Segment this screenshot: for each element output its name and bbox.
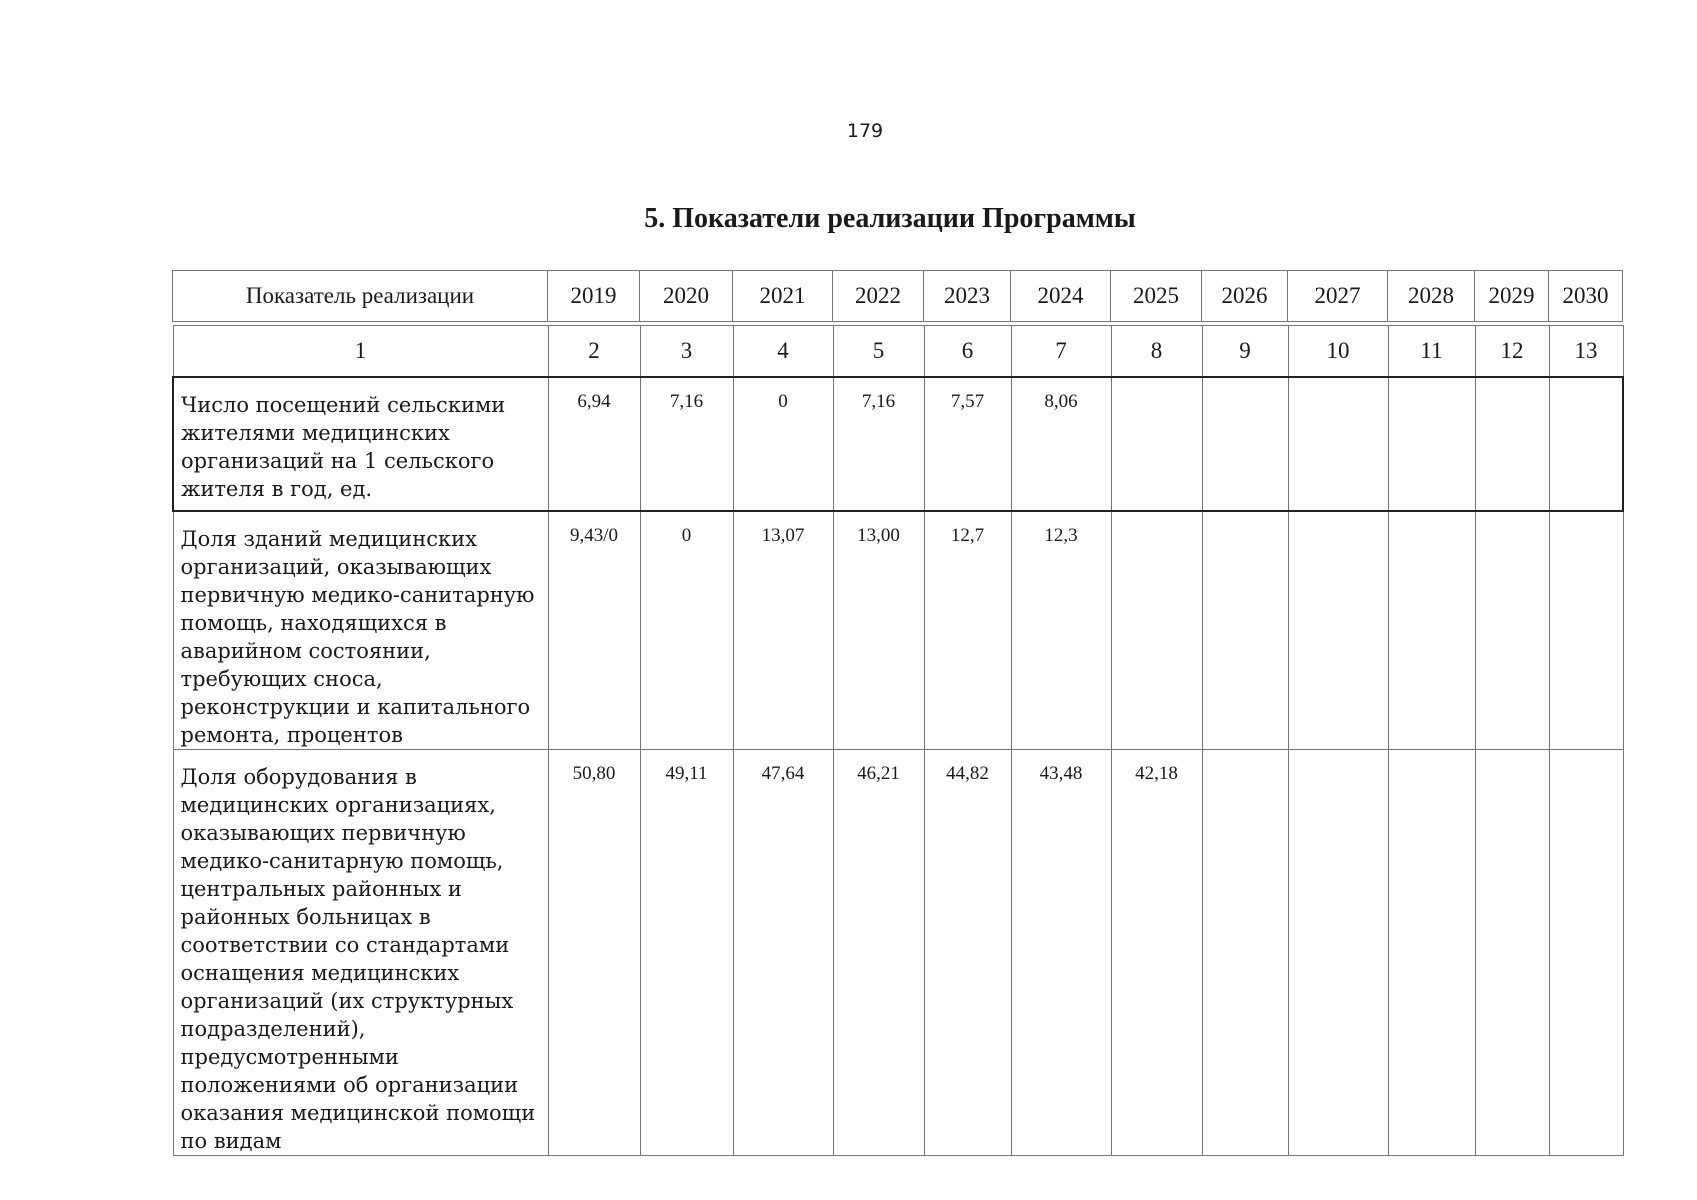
value-cell (1202, 377, 1288, 511)
column-number: 11 (1388, 326, 1475, 378)
table-row (173, 511, 1623, 750)
value-cell: 12,3 (1011, 511, 1111, 750)
value-cell: 42,18 (1111, 750, 1202, 1156)
column-number: 5 (833, 326, 924, 378)
value-cell: 7,16 (833, 377, 924, 511)
column-number: 6 (924, 326, 1011, 378)
column-number: 8 (1111, 326, 1202, 378)
value-cell: 6,94 (548, 377, 640, 511)
value-cell (1388, 377, 1475, 511)
value-cell: 0 (640, 511, 733, 750)
value-cell: 8,06 (1011, 377, 1111, 511)
column-number: 9 (1202, 326, 1288, 378)
value-cell: 0 (733, 377, 833, 511)
header-indicator: Показатель реализации (173, 271, 548, 322)
value-cell: 12,7 (924, 511, 1011, 750)
header-row (173, 271, 1623, 322)
section-title: 5. Показатели реализации Программы (644, 203, 1136, 234)
column-number: 7 (1011, 326, 1111, 378)
value-cell: 50,80 (548, 750, 640, 1156)
column-number: 2 (548, 326, 640, 378)
table-header (172, 270, 1623, 322)
header-year: 2027 (1288, 271, 1388, 322)
value-cell: 46,21 (833, 750, 924, 1156)
column-number-row (173, 326, 1623, 378)
value-cell (1549, 750, 1623, 1156)
value-cell (1475, 750, 1549, 1156)
column-number: 10 (1288, 326, 1388, 378)
header-year: 2022 (833, 271, 924, 322)
value-cell: 44,82 (924, 750, 1011, 1156)
value-cell: 43,48 (1011, 750, 1111, 1156)
value-cell (1388, 511, 1475, 750)
value-cell (1549, 377, 1623, 511)
indicator-name: Доля зданий медицинских организаций, оказывающих первичную медико-санитарную помощь, находящихся в аварийном состоянии, требующих сноса, реконструкции и капитального ремонта, процентов (173, 511, 548, 750)
table-row (173, 377, 1623, 511)
column-number: 1 (173, 326, 548, 378)
value-cell (1202, 750, 1288, 1156)
indicators-table (172, 325, 1624, 1156)
header-year: 2028 (1388, 271, 1475, 322)
header-year: 2024 (1011, 271, 1111, 322)
value-cell (1288, 750, 1388, 1156)
value-cell (1388, 750, 1475, 1156)
value-cell (1288, 377, 1388, 511)
indicator-name: Число посещений сельскими жителями медицинских организаций на 1 сельского жителя в год, ед. (173, 377, 548, 511)
header-year: 2020 (640, 271, 733, 322)
column-number: 4 (733, 326, 833, 378)
value-cell: 9,43/0 (548, 511, 640, 750)
value-cell (1111, 377, 1202, 511)
indicator-name: Доля оборудования в медицинских организациях, оказывающих первичную медико-санитарную помощь, центральных районных и районных больницах в соответствии со стандартами оснащения медицинских организаций (их структурных подразделений), предусмотренными положениями об организации оказания медицинской помощи по видам (173, 750, 548, 1156)
value-cell: 13,07 (733, 511, 833, 750)
header-year: 2019 (548, 271, 640, 322)
header-year: 2029 (1475, 271, 1549, 322)
header-year: 2030 (1549, 271, 1623, 322)
value-cell (1202, 511, 1288, 750)
value-cell (1475, 511, 1549, 750)
value-cell (1111, 511, 1202, 750)
table-row (173, 750, 1623, 1156)
value-cell: 47,64 (733, 750, 833, 1156)
value-cell: 7,16 (640, 377, 733, 511)
header-year: 2025 (1111, 271, 1202, 322)
header-year: 2026 (1202, 271, 1288, 322)
value-cell (1288, 511, 1388, 750)
value-cell (1549, 511, 1623, 750)
value-cell: 13,00 (833, 511, 924, 750)
header-year: 2021 (733, 271, 833, 322)
value-cell: 7,57 (924, 377, 1011, 511)
header-year: 2023 (924, 271, 1011, 322)
column-number: 12 (1475, 326, 1549, 378)
value-cell: 49,11 (640, 750, 733, 1156)
page-number: 179 (846, 120, 884, 142)
value-cell (1475, 377, 1549, 511)
column-number: 3 (640, 326, 733, 378)
column-number: 13 (1549, 326, 1623, 378)
